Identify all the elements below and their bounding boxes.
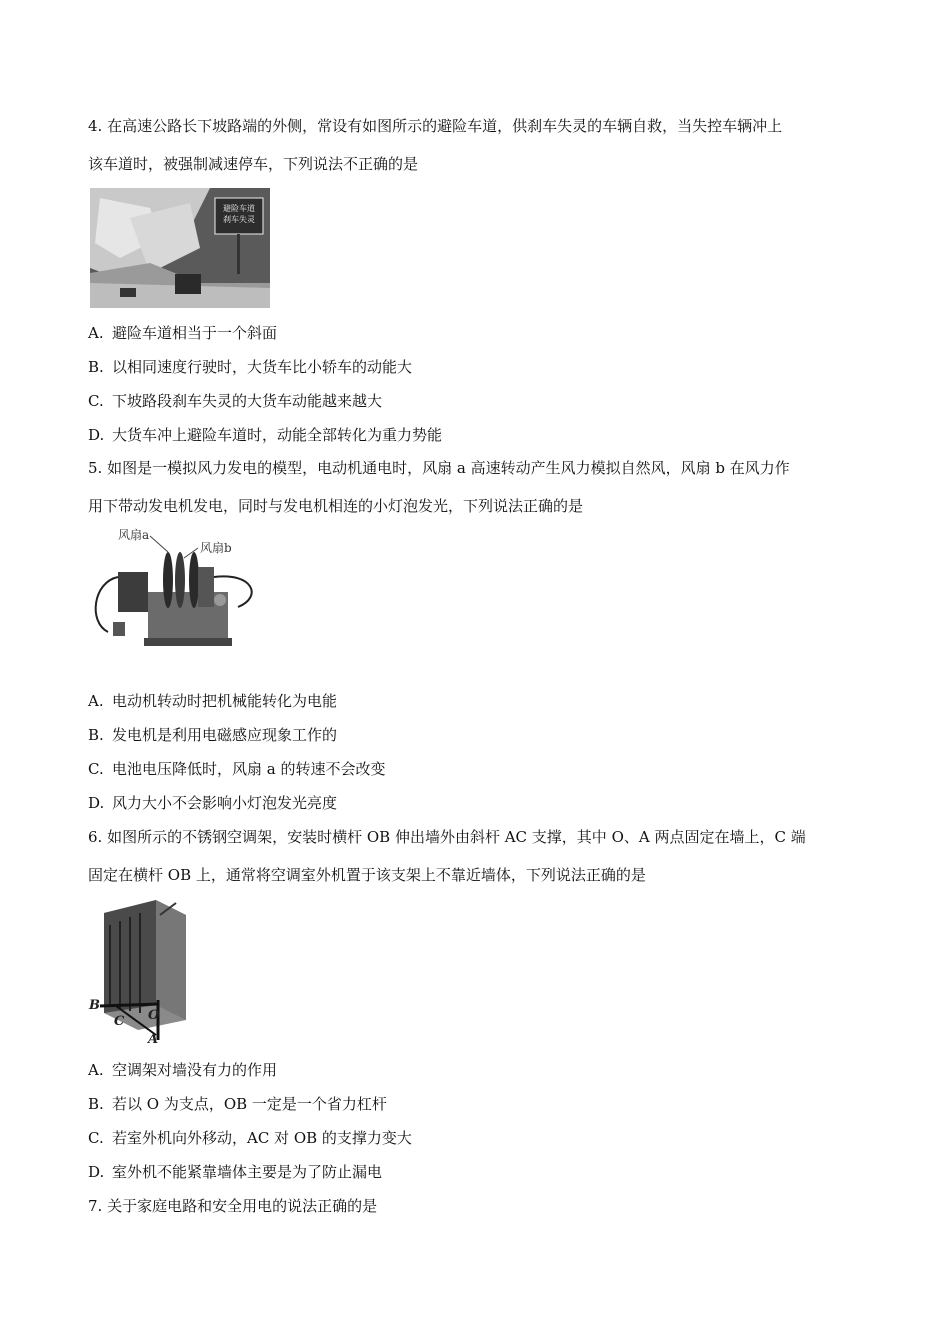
- option-text: 以相同速度行驶时，大货车比小轿车的动能大: [112, 358, 413, 376]
- question-5-option-a: [88, 691, 337, 711]
- question-5-option-b: [88, 725, 337, 745]
- question-number: 5.: [88, 459, 103, 477]
- question-text: 如图是一模拟风力发电的模型，电动机通电时，风扇 a 高速转动产生风力模拟自然风，风扇 b 在风力作: [107, 459, 790, 477]
- option-text: 发电机是利用电磁感应现象工作的: [112, 726, 338, 744]
- question-text: 关于家庭电路和安全用电的说法正确的是: [107, 1197, 378, 1215]
- option-letter: D.: [88, 1163, 105, 1181]
- option-text: 若以 O 为支点，OB 一定是一个省力杠杆: [112, 1095, 387, 1113]
- option-letter: D.: [88, 794, 105, 812]
- option-text: 下坡路段刹车失灵的大货车动能越来越大: [112, 392, 383, 410]
- fan-b-label: 风扇b: [200, 541, 232, 555]
- label-a: A: [148, 1032, 159, 1045]
- question-6-option-b: [88, 1094, 387, 1114]
- option-letter: C.: [88, 1129, 104, 1147]
- question-4-option-d: [88, 425, 442, 445]
- option-text: 空调架对墙没有力的作用: [112, 1061, 278, 1079]
- wind-power-model-photo: [88, 522, 268, 660]
- option-text: 避险车道相当于一个斜面: [112, 324, 278, 342]
- question-6-option-d: [88, 1162, 382, 1182]
- option-letter: C.: [88, 392, 104, 410]
- question-6-stem-line2: 固定在横杆 OB 上，通常将空调室外机置于该支架上不靠近墙体，下列说法正确的是: [88, 866, 646, 884]
- fan-a-label: 风扇a: [118, 528, 150, 542]
- sign-text-1: 避险车道: [223, 204, 255, 213]
- question-4-stem-line2: 该车道时，被强制减速停车，下列说法不正确的是: [88, 155, 419, 173]
- sign-text-2: 刹车失灵: [223, 215, 255, 224]
- option-letter: B.: [88, 1095, 104, 1113]
- option-text: 若室外机向外移动，AC 对 OB 的支撑力变大: [112, 1129, 412, 1147]
- option-text: 电池电压降低时，风扇 a 的转速不会改变: [112, 760, 386, 778]
- question-text: 在高速公路长下坡路端的外侧，常设有如图所示的避险车道，供刹车失灵的车辆自救，当失控车辆冲上: [107, 117, 783, 135]
- label-o: O: [148, 1008, 160, 1023]
- question-5-stem-line1: [88, 458, 790, 478]
- option-text: 风力大小不会影响小灯泡发光亮度: [112, 794, 338, 812]
- question-number: 7.: [88, 1197, 103, 1215]
- option-letter: B.: [88, 358, 104, 376]
- question-5-option-d: [88, 793, 337, 813]
- ac-bracket-photo: [86, 895, 206, 1045]
- question-4-option-a: [88, 323, 277, 343]
- label-b: B: [89, 998, 100, 1013]
- question-number: 4.: [88, 117, 103, 135]
- option-text: 大货车冲上避险车道时，动能全部转化为重力势能: [112, 426, 443, 444]
- label-c: C: [114, 1014, 125, 1029]
- question-number: 6.: [88, 828, 103, 846]
- question-text: 如图所示的不锈钢空调架，安装时横杆 OB 伸出墙外由斜杆 AC 支撑，其中 O、A 两点固定在墙上，C 端: [107, 828, 806, 846]
- option-letter: A.: [88, 1061, 104, 1079]
- question-7-stem-line1: [88, 1196, 377, 1216]
- question-5-option-c: [88, 759, 385, 779]
- question-4-option-c: [88, 391, 382, 411]
- question-6-option-a: [88, 1060, 277, 1080]
- option-letter: B.: [88, 726, 104, 744]
- option-letter: D.: [88, 426, 105, 444]
- question-6-stem-line1: [88, 827, 806, 847]
- option-text: 室外机不能紧靠墙体主要是为了防止漏电: [112, 1163, 383, 1181]
- escape-lane-photo: [90, 188, 270, 308]
- question-4-stem-line1: [88, 116, 782, 136]
- option-text: 电动机转动时把机械能转化为电能: [112, 692, 338, 710]
- question-6-option-c: [88, 1128, 412, 1148]
- option-letter: A.: [88, 692, 104, 710]
- question-5-stem-line2: 用下带动发电机发电，同时与发电机相连的小灯泡发光，下列说法正确的是: [88, 497, 584, 515]
- option-letter: A.: [88, 324, 104, 342]
- option-letter: C.: [88, 760, 104, 778]
- question-4-option-b: [88, 357, 412, 377]
